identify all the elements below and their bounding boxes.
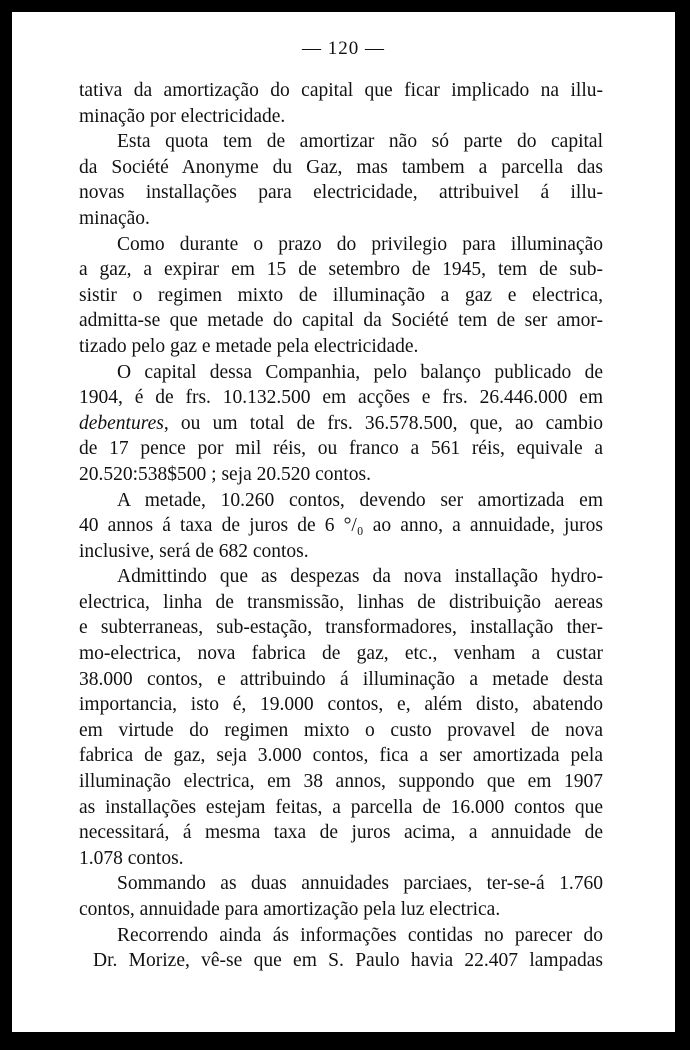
text-line: tizado pelo gaz e metade pela electricidade. [79,335,419,357]
page-number: — 120 — [302,38,385,59]
text-line: de 17 pence por mil réis, ou franco a 561 réis, equivale a [79,438,603,460]
document-page [12,12,675,1032]
text-line: 1.078 contos. [79,847,184,869]
text-line: necessitará, á mesma taxa de juros acima, a annuidade de [79,822,603,844]
text-line: minação. [79,207,150,229]
text-line: fabrica de gaz, seja 3.000 contos, fica a ser amortizada pela [79,745,603,767]
text-line: admitta-se que metade do capital da Société tem de ser amor- [79,310,603,332]
text-line: novas installações para electricidade, attribuivel á illu- [79,182,603,204]
text-line: as installações estejam feitas, a parcella de 16.000 contos que [79,796,603,818]
text-line: mo-electrica, nova fabrica de gaz, etc., venham a custar [79,643,603,665]
text-line: 40 annos á taxa de juros de 6 °/₀ ao anno, a annuidade, juros [79,515,603,537]
text-line: Esta quota tem de amortizar não só parte do capital [117,131,603,153]
text-line: a gaz, a expirar em 15 de setembro de 1945, tem de sub- [79,259,603,281]
text-line: Dr. Morize, vê-se que em S. Paulo havia 22.407 lampadas [93,950,603,972]
text-line: 20.520:538$500 ; seja 20.520 contos. [79,463,371,485]
text-line: da Société Anonyme du Gaz, mas tambem a parcella das [79,156,603,178]
text-line: contos, annuidade para amortização pela luz electrica. [79,899,501,920]
text-line: inclusive, será de 682 contos. [79,540,309,562]
text-line: Sommando as duas annuidades parciaes, ter-se-á 1.760 [117,873,603,895]
text-line: importancia, isto é, 19.000 contos, e, além disto, abatendo [79,694,603,716]
text-line: Recorrendo ainda ás informações contidas no parecer do [117,924,603,946]
text-line: Como durante o prazo do privilegio para illuminação [117,233,603,255]
text-line: minação por electricidade. [79,105,286,127]
body-text [79,78,603,974]
text-line: A metade, 10.260 contos, devendo ser amortizada em [117,489,603,511]
text-line: tativa da amortização do capital que ficar implicado na illu- [79,80,603,101]
text-line: Admittindo que as despezas da nova installação hydro- [117,566,603,588]
text-line: illuminação electrica, em 38 annos, suppondo que em 1907 [79,771,603,793]
text-line: sistir o regimen mixto de illuminação a gaz e electrica, [79,284,603,306]
text-line: electrica, linha de transmissão, linhas de distribuição aereas [79,591,603,613]
text-line: em virtude do regimen mixto o custo provavel de nova [79,719,603,741]
text-line: O capital dessa Companhia, pelo balanço publicado de [117,361,603,383]
text-line: debentures, ou um total de frs. 36.578.500, que, ao cambio [79,412,603,434]
text-line: 38.000 contos, e attribuindo á illuminação a metade desta [79,668,603,690]
text-line: 1904, é de frs. 10.132.500 em acções e frs. 26.446.000 em [79,387,603,409]
text-line: e subterraneas, sub-estação, transformadores, installação ther- [79,617,603,639]
